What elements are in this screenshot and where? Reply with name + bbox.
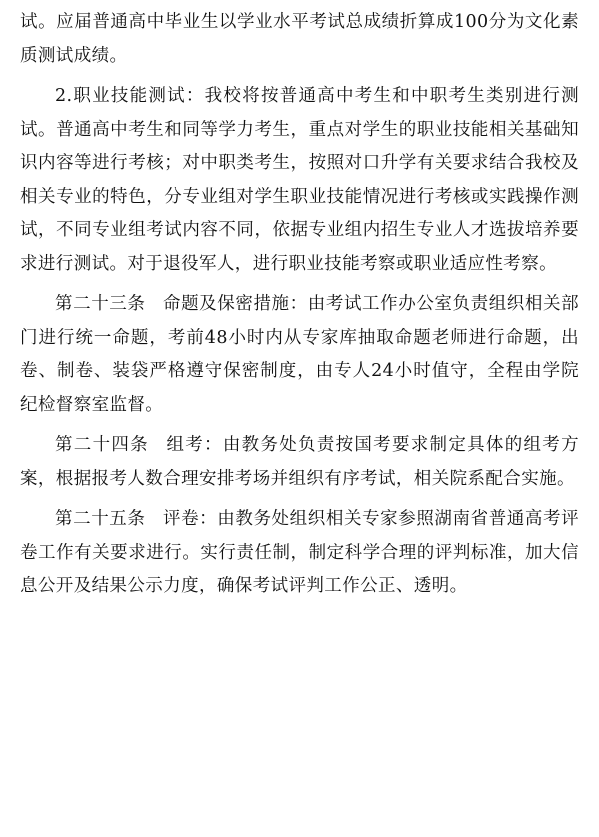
article-number: 第二十四条	[55, 435, 149, 455]
paragraph-text: 试。应届普通高中毕业生以学业水平考试总成绩折算成100分为文化素质测试成绩。	[20, 12, 579, 66]
paragraph-continuation	[20, 6, 579, 73]
paragraph-text: 组考：由教务处负责按国考要求制定具体的组考方案，根据报考人数合理安排考场并组织有序考试，相关院系配合实施。	[20, 435, 579, 489]
paragraph-text: 命题及保密措施：由考试工作办公室负责组织相关部门进行统一命题，考前48小时内从专家库抽取命题老师进行命题，出卷、制卷、装袋严格遵守保密制度，由专人24小时值守，全程由学院纪检督察室监督。	[20, 294, 579, 415]
article-number: 第二十三条	[55, 294, 146, 314]
article-24	[20, 429, 579, 496]
article-25	[20, 503, 579, 604]
article-23	[20, 288, 579, 422]
paragraph-text: 2.职业技能测试：我校将按普通高中考生和中职考生类别进行测试。普通高中考生和同等学力考生，重点对学生的职业技能相关基础知识内容等进行考核；对中职类考生，按照对口升学有关要求结合我校及相关专业的特色，分专业组对学生职业技能情况进行考核或实践操作测试，不同专业组考试内容不同，依据专业组内招生专业人才选拔培养要求进行测试。对于退役军人，进行职业技能考察或职业适应性考察。	[20, 86, 579, 274]
paragraph-text: 评卷：由教务处组织相关专家参照湖南省普通高考评卷工作有关要求进行。实行责任制，制定科学合理的评判标准，加大信息公开及结果公示力度，确保考试评判工作公正、透明。	[20, 509, 579, 596]
article-number: 第二十五条	[55, 509, 146, 529]
paragraph-skills-test	[20, 80, 579, 281]
